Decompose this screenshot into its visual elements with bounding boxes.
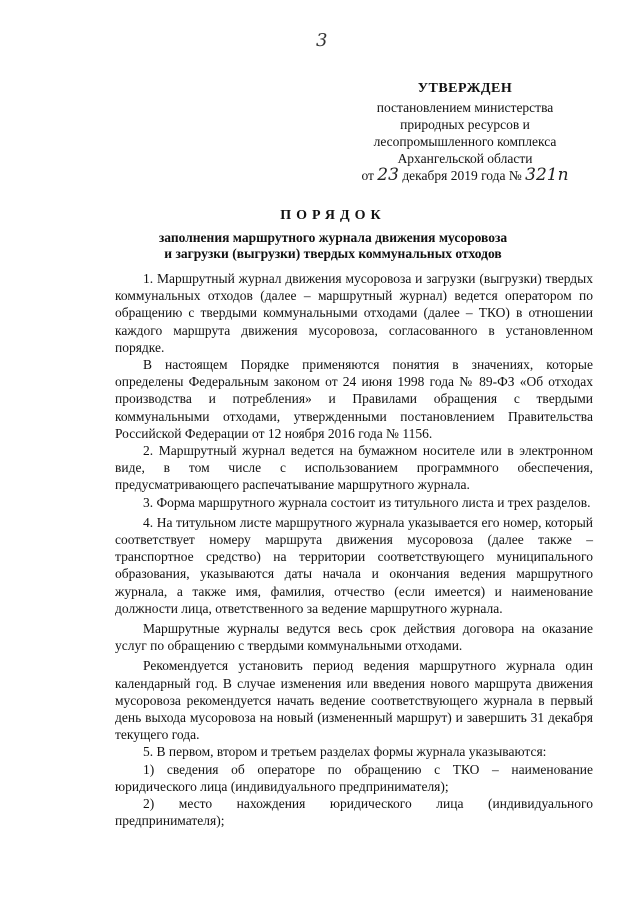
paragraph: Маршрутные журналы ведутся весь срок действия договора на оказание услуг по обращению с твердыми коммунальными отходами. (115, 621, 593, 654)
date-prefix: от (361, 168, 374, 183)
approval-heading: УТВЕРЖДЕН (417, 81, 513, 96)
approval-line: лесопромышленного комплекса (373, 134, 557, 149)
document-title: ПОРЯДОК (280, 208, 386, 223)
approval-line: постановлением министерства (376, 100, 554, 115)
paragraph: 4. На титульном листе маршрутного журнала указывается его номер, который соответствует номеру маршрута движения мусоровоза (далее также – транспортное средство) на территории соответствующего муниципального образования, указываются даты начала и окончания ведения маршрутного журнала, а также имя, фамилия, отчество (если имеется) и наименование должности лица, ответственного за ведение маршрутного журнала. (115, 514, 593, 616)
document-body (115, 270, 593, 830)
paragraph: 5. В первом, втором и третьем разделах формы журнала указываются: (143, 744, 547, 760)
handwritten-day: 23 (377, 165, 399, 185)
paragraph: Рекомендуется установить период ведения маршрутного журнала один календарный год. В случае изменения или введения нового маршрута движения мусоровоза рекомендуется начать ведение соответствующего журнала в первый день выхода мусоровоза на новый (измененный маршрут) и завершить 31 декабря текущего года. (115, 658, 593, 743)
paragraph: 3. Форма маршрутного журнала состоит из титульного листа и трех разделов. (143, 494, 591, 510)
document-subtitle: и загрузки (выгрузки) твердых коммунальных отходов (164, 246, 502, 261)
paragraph: 2) место нахождения юридического лица (индивидуального предпринимателя); (115, 796, 593, 829)
paragraph: В настоящем Порядке применяются понятия в значениях, которые определены Федеральным законом от 24 июня 1998 года № 89-ФЗ «Об отходах производства и потребления» и Правилами обращения с твердыми коммунальными отходами, утвержденными постановлением Правительства Российской Федерации от 12 ноября 2016 года № 1156. (115, 357, 593, 441)
approval-line: природных ресурсов и (400, 117, 530, 132)
document-title-block (118, 208, 548, 262)
paragraph: 1) сведения об операторе по обращению с ТКО – наименование юридического лица (индивидуального предпринимателя); (115, 761, 593, 794)
page-number: 3 (316, 30, 328, 51)
approval-date-line (330, 167, 600, 184)
handwritten-number: 321п (525, 165, 569, 185)
approval-line: Архангельской области (397, 151, 533, 166)
paragraph: 2. Маршрутный журнал ведется на бумажном носителе или в электронном виде, в том числе с использованием программного обеспечения, предусматривающего распечатывание маршрутного журнала. (115, 443, 593, 493)
approval-stamp (330, 80, 600, 184)
document-subtitle: заполнения маршрутного журнала движения мусоровоза (158, 230, 508, 245)
date-rest: декабря 2019 года № (402, 168, 522, 183)
paragraph: 1. Маршрутный журнал движения мусоровоза и загрузки (выгрузки) твердых коммунальных отходов (далее – маршрутный журнал) ведется оператором по обращению с твердыми коммунальными отходами (далее – ТКО) в отношении каждого маршрута движения мусоровоза, согласованного в установленном порядке. (115, 271, 593, 355)
